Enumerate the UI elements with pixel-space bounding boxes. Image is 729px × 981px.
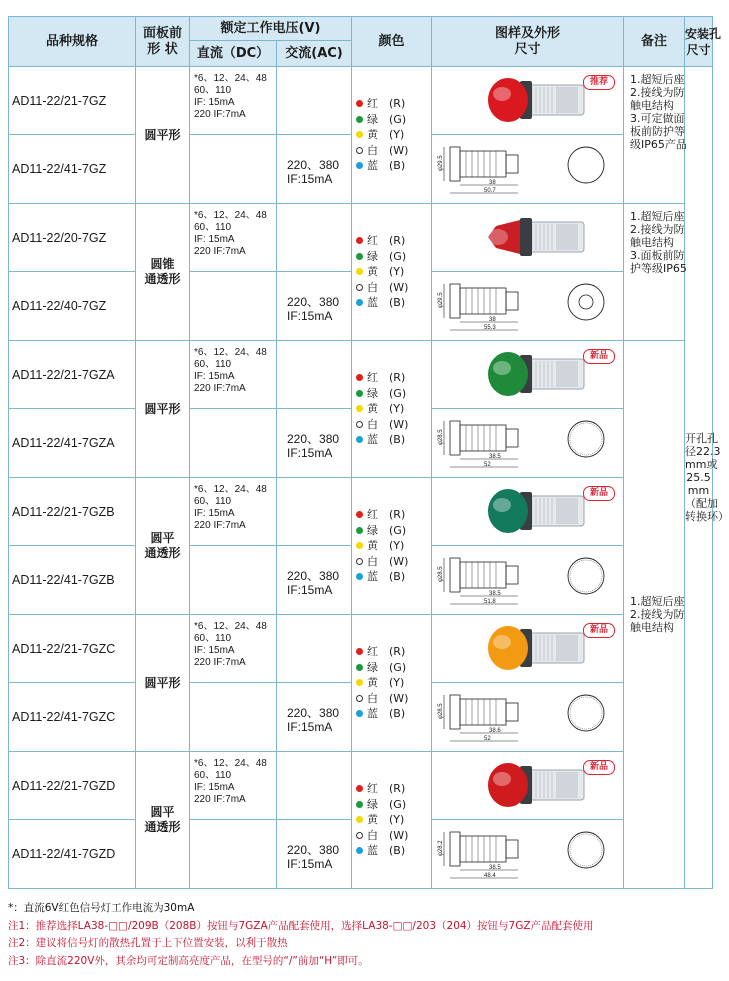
model-cell: AD11-22/21-7GZD bbox=[9, 752, 136, 820]
svg-text:φ28.5: φ28.5 bbox=[438, 703, 445, 719]
color-item bbox=[356, 781, 431, 797]
shape-cell: 圆平形 bbox=[136, 67, 190, 204]
color-dot-icon bbox=[356, 131, 363, 138]
color-item bbox=[356, 417, 431, 433]
color-list bbox=[352, 615, 432, 752]
dc-empty-cell bbox=[190, 409, 277, 478]
indicator-lamp-photo bbox=[466, 486, 592, 536]
color-name: 红 bbox=[367, 508, 379, 522]
color-item bbox=[356, 828, 431, 844]
color-dot-icon bbox=[356, 390, 363, 397]
dimension-drawing-cell bbox=[432, 546, 624, 615]
svg-text:38: 38 bbox=[489, 317, 496, 323]
dc-voltage-cell: *6、12、24、48 60、110 IF: 15mA 220 IF:7mA bbox=[190, 67, 277, 135]
color-list bbox=[352, 204, 432, 341]
color-dot-icon bbox=[356, 162, 363, 169]
header-ac: 交流(AC) bbox=[277, 41, 352, 67]
ac-voltage-cell: 220、380 IF:15mA bbox=[277, 272, 352, 341]
ac-empty-cell bbox=[277, 752, 352, 820]
color-code: (G) bbox=[389, 112, 407, 126]
table-row bbox=[9, 204, 713, 272]
header-mount: 安装孔 尺寸 bbox=[685, 17, 713, 67]
model-cell: AD11-22/21-7GZC bbox=[9, 615, 136, 683]
color-name: 红 bbox=[367, 645, 379, 659]
color-name: 黄 bbox=[367, 676, 379, 690]
table-row bbox=[9, 752, 713, 820]
color-code: (R) bbox=[389, 97, 406, 111]
svg-text:φ28.5: φ28.5 bbox=[438, 566, 445, 582]
model-cell: AD11-22/21-7GZB bbox=[9, 478, 136, 546]
color-code: (B) bbox=[389, 570, 406, 584]
dimension-drawing-cell bbox=[432, 135, 624, 204]
color-item bbox=[356, 96, 431, 112]
model-cell: AD11-22/21-7GZA bbox=[9, 341, 136, 409]
color-item bbox=[356, 233, 431, 249]
color-name: 绿 bbox=[367, 797, 379, 811]
color-code: (W) bbox=[389, 417, 409, 431]
ac-empty-cell bbox=[277, 341, 352, 409]
model-cell: AD11-22/41-7GZ bbox=[9, 135, 136, 204]
product-badge: 新品 bbox=[583, 623, 615, 638]
color-name: 蓝 bbox=[367, 707, 379, 721]
color-list bbox=[352, 478, 432, 615]
color-name: 红 bbox=[367, 234, 379, 248]
shape-cell: 圆平形 bbox=[136, 615, 190, 752]
color-dot-icon bbox=[356, 284, 363, 291]
model-cell: AD11-22/41-7GZB bbox=[9, 546, 136, 615]
color-name: 蓝 bbox=[367, 570, 379, 584]
dc-empty-cell bbox=[190, 820, 277, 889]
indicator-lamp-photo bbox=[466, 212, 592, 262]
shape-cell: 圆平 通透形 bbox=[136, 478, 190, 615]
color-code: (G) bbox=[389, 660, 407, 674]
color-code: (G) bbox=[389, 386, 407, 400]
svg-text:φ28.2: φ28.2 bbox=[438, 840, 445, 856]
svg-text:φ29.5: φ29.5 bbox=[438, 155, 445, 171]
color-name: 黄 bbox=[367, 265, 379, 279]
color-item bbox=[356, 554, 431, 570]
color-name: 白 bbox=[367, 691, 379, 705]
color-item bbox=[356, 797, 431, 813]
color-name: 红 bbox=[367, 97, 379, 111]
color-dot-icon bbox=[356, 847, 363, 854]
color-dot-icon bbox=[356, 664, 363, 671]
color-code: (W) bbox=[389, 554, 409, 568]
color-name: 蓝 bbox=[367, 296, 379, 310]
ac-empty-cell bbox=[277, 204, 352, 272]
header-model: 品种规格 bbox=[9, 17, 136, 67]
dc-empty-cell bbox=[190, 272, 277, 341]
color-dot-icon bbox=[356, 679, 363, 686]
color-list bbox=[352, 341, 432, 478]
color-name: 白 bbox=[367, 828, 379, 842]
shape-cell: 圆平形 bbox=[136, 341, 190, 478]
color-name: 黄 bbox=[367, 539, 379, 553]
note-cell: 1.超短后座 2.接线为防 触电结构 3.可定做面 板前防护等 级IP65产品 bbox=[624, 67, 685, 204]
svg-text:52: 52 bbox=[484, 736, 491, 742]
product-photo-cell bbox=[432, 204, 624, 272]
color-item bbox=[356, 843, 431, 859]
color-dot-icon bbox=[356, 710, 363, 717]
color-code: (G) bbox=[389, 797, 407, 811]
dimension-drawing bbox=[436, 552, 620, 608]
color-item bbox=[356, 812, 431, 828]
footnote-1: 注1：推荐选择LA38-□□/209B（208B）按钮与7GZA产品配套使用，选择LA38-□□/203（204）按钮与7GZ产品配套使用 bbox=[8, 919, 594, 932]
color-dot-icon bbox=[356, 695, 363, 702]
header-shape: 面板前 形 状 bbox=[136, 17, 190, 67]
color-item bbox=[356, 295, 431, 311]
ac-empty-cell bbox=[277, 67, 352, 135]
spec-table bbox=[8, 16, 729, 889]
color-item bbox=[356, 264, 431, 280]
color-code: (R) bbox=[389, 371, 406, 385]
ac-voltage-cell: 220、380 IF:15mA bbox=[277, 409, 352, 478]
color-dot-icon bbox=[356, 573, 363, 580]
color-name: 蓝 bbox=[367, 159, 379, 173]
indicator-lamp-photo bbox=[466, 760, 592, 810]
color-code: (G) bbox=[389, 523, 407, 537]
color-item bbox=[356, 523, 431, 539]
color-item bbox=[356, 507, 431, 523]
ac-voltage-cell: 220、380 IF:15mA bbox=[277, 135, 352, 204]
color-dot-icon bbox=[356, 527, 363, 534]
color-code: (W) bbox=[389, 691, 409, 705]
color-dot-icon bbox=[356, 511, 363, 518]
color-code: (B) bbox=[389, 844, 406, 858]
color-item bbox=[356, 280, 431, 296]
color-name: 蓝 bbox=[367, 433, 379, 447]
svg-text:38: 38 bbox=[489, 180, 496, 186]
footnote-3: 注3：除直流220V外，其余均可定制高亮度产品，在型号的“/”前加“H”即可。 bbox=[8, 954, 369, 967]
color-item bbox=[356, 538, 431, 554]
dc-voltage-cell: *6、12、24、48 60、110 IF: 15mA 220 IF:7mA bbox=[190, 341, 277, 409]
header-dc: 直流（DC） bbox=[190, 41, 277, 67]
color-item bbox=[356, 660, 431, 676]
model-cell: AD11-22/41-7GZC bbox=[9, 683, 136, 752]
product-photo-cell bbox=[432, 341, 624, 409]
color-item bbox=[356, 158, 431, 174]
product-badge: 推荐 bbox=[583, 75, 615, 90]
color-name: 红 bbox=[367, 371, 379, 385]
note-cell: 1.超短后座 2.接线为防 触电结构 3.面板前防 护等级IP65 bbox=[624, 204, 685, 341]
color-code: (B) bbox=[389, 159, 406, 173]
table-row bbox=[9, 615, 713, 683]
color-item bbox=[356, 112, 431, 128]
color-item bbox=[356, 401, 431, 417]
svg-text:φ28.5: φ28.5 bbox=[438, 429, 445, 445]
product-photo-cell bbox=[432, 478, 624, 546]
color-code: (Y) bbox=[389, 539, 405, 553]
svg-text:38.5: 38.5 bbox=[489, 865, 501, 871]
mount-hole-cell: 开孔孔 径22.3 mm或 25.5 mm （配加 转换环） bbox=[685, 67, 713, 889]
ac-voltage-cell: 220、380 IF:15mA bbox=[277, 820, 352, 889]
color-item bbox=[356, 675, 431, 691]
color-dot-icon bbox=[356, 147, 363, 154]
product-photo-cell bbox=[432, 67, 624, 135]
color-item bbox=[356, 249, 431, 265]
color-name: 绿 bbox=[367, 660, 379, 674]
ac-voltage-cell: 220、380 IF:15mA bbox=[277, 683, 352, 752]
color-dot-icon bbox=[356, 116, 363, 123]
color-item bbox=[356, 127, 431, 143]
dimension-drawing-cell bbox=[432, 272, 624, 341]
dc-empty-cell bbox=[190, 683, 277, 752]
color-code: (W) bbox=[389, 828, 409, 842]
model-cell: AD11-22/41-7GZD bbox=[9, 820, 136, 889]
color-dot-icon bbox=[356, 816, 363, 823]
color-code: (B) bbox=[389, 433, 406, 447]
svg-text:38.6: 38.6 bbox=[489, 728, 501, 734]
svg-text:φ29.5: φ29.5 bbox=[438, 292, 445, 308]
dimension-drawing-cell bbox=[432, 409, 624, 478]
color-name: 蓝 bbox=[367, 844, 379, 858]
dimension-drawing bbox=[436, 689, 620, 745]
color-list bbox=[352, 752, 432, 889]
color-dot-icon bbox=[356, 100, 363, 107]
color-name: 黄 bbox=[367, 128, 379, 142]
color-name: 白 bbox=[367, 143, 379, 157]
color-item bbox=[356, 706, 431, 722]
color-name: 绿 bbox=[367, 249, 379, 263]
color-name: 绿 bbox=[367, 112, 379, 126]
footnotes bbox=[8, 900, 712, 970]
product-badge: 新品 bbox=[583, 349, 615, 364]
color-list bbox=[352, 67, 432, 204]
color-dot-icon bbox=[356, 436, 363, 443]
color-dot-icon bbox=[356, 268, 363, 275]
dimension-drawing-cell bbox=[432, 683, 624, 752]
color-item bbox=[356, 386, 431, 402]
color-code: (B) bbox=[389, 707, 406, 721]
color-dot-icon bbox=[356, 421, 363, 428]
color-code: (R) bbox=[389, 782, 406, 796]
shape-cell: 圆锥 通透形 bbox=[136, 204, 190, 341]
color-dot-icon bbox=[356, 648, 363, 655]
color-item bbox=[356, 432, 431, 448]
product-badge: 新品 bbox=[583, 486, 615, 501]
svg-text:55.3: 55.3 bbox=[484, 325, 496, 331]
color-code: (Y) bbox=[389, 128, 405, 142]
dc-empty-cell bbox=[190, 135, 277, 204]
color-dot-icon bbox=[356, 237, 363, 244]
color-item bbox=[356, 370, 431, 386]
header-note: 备注 bbox=[624, 17, 685, 67]
model-cell: AD11-22/40-7GZ bbox=[9, 272, 136, 341]
dc-voltage-cell: *6、12、24、48 60、110 IF: 15mA 220 IF:7mA bbox=[190, 204, 277, 272]
table-row bbox=[9, 67, 713, 135]
table-row bbox=[9, 478, 713, 546]
dimension-drawing bbox=[436, 141, 620, 197]
svg-text:50.7: 50.7 bbox=[484, 188, 496, 194]
svg-text:51.8: 51.8 bbox=[484, 599, 496, 605]
color-name: 白 bbox=[367, 280, 379, 294]
dc-voltage-cell: *6、12、24、48 60、110 IF: 15mA 220 IF:7mA bbox=[190, 615, 277, 683]
color-code: (Y) bbox=[389, 402, 405, 416]
color-dot-icon bbox=[356, 785, 363, 792]
dimension-drawing-cell bbox=[432, 820, 624, 889]
color-name: 白 bbox=[367, 554, 379, 568]
model-cell: AD11-22/21-7GZ bbox=[9, 67, 136, 135]
indicator-lamp-photo bbox=[466, 75, 592, 125]
header-color: 颜色 bbox=[352, 17, 432, 67]
color-code: (R) bbox=[389, 645, 406, 659]
ac-empty-cell bbox=[277, 478, 352, 546]
dimension-drawing bbox=[436, 278, 620, 334]
color-dot-icon bbox=[356, 542, 363, 549]
color-name: 白 bbox=[367, 417, 379, 431]
color-item bbox=[356, 691, 431, 707]
color-dot-icon bbox=[356, 299, 363, 306]
color-name: 红 bbox=[367, 782, 379, 796]
product-photo-cell bbox=[432, 752, 624, 820]
color-dot-icon bbox=[356, 405, 363, 412]
color-code: (W) bbox=[389, 280, 409, 294]
color-item bbox=[356, 143, 431, 159]
color-item bbox=[356, 644, 431, 660]
color-dot-icon bbox=[356, 558, 363, 565]
footnote-2: 注2：建议将信号灯的散热孔置于上下位置安装，以利于散热 bbox=[8, 937, 288, 949]
indicator-lamp-photo bbox=[466, 623, 592, 673]
color-dot-icon bbox=[356, 832, 363, 839]
footnote-star: *：直流6V红色信号灯工作电流为30mA bbox=[8, 902, 195, 914]
product-photo-cell bbox=[432, 615, 624, 683]
color-name: 绿 bbox=[367, 386, 379, 400]
svg-text:52: 52 bbox=[484, 462, 491, 468]
color-dot-icon bbox=[356, 374, 363, 381]
color-item bbox=[356, 569, 431, 585]
color-code: (Y) bbox=[389, 676, 405, 690]
color-code: (R) bbox=[389, 508, 406, 522]
dc-voltage-cell: *6、12、24、48 60、110 IF: 15mA 220 IF:7mA bbox=[190, 478, 277, 546]
shape-cell: 圆平 通透形 bbox=[136, 752, 190, 889]
indicator-lamp-photo bbox=[466, 349, 592, 399]
header-drawing: 图样及外形 尺寸 bbox=[432, 17, 624, 67]
model-cell: AD11-22/20-7GZ bbox=[9, 204, 136, 272]
color-code: (W) bbox=[389, 143, 409, 157]
color-code: (B) bbox=[389, 296, 406, 310]
svg-text:38.5: 38.5 bbox=[489, 591, 501, 597]
ac-empty-cell bbox=[277, 615, 352, 683]
header-voltage: 额定工作电压(V) bbox=[190, 17, 352, 41]
svg-text:38.5: 38.5 bbox=[489, 454, 501, 460]
color-name: 黄 bbox=[367, 813, 379, 827]
ac-voltage-cell: 220、380 IF:15mA bbox=[277, 546, 352, 615]
color-code: (Y) bbox=[389, 265, 405, 279]
color-dot-icon bbox=[356, 801, 363, 808]
color-dot-icon bbox=[356, 253, 363, 260]
product-badge: 新品 bbox=[583, 760, 615, 775]
color-code: (G) bbox=[389, 249, 407, 263]
color-code: (R) bbox=[389, 234, 406, 248]
dimension-drawing bbox=[436, 826, 620, 882]
color-code: (Y) bbox=[389, 813, 405, 827]
svg-text:48.4: 48.4 bbox=[484, 873, 496, 879]
note-cell: 1.超短后座 2.接线为防 触电结构 bbox=[624, 341, 685, 889]
color-name: 绿 bbox=[367, 523, 379, 537]
dimension-drawing bbox=[436, 415, 620, 471]
dc-empty-cell bbox=[190, 546, 277, 615]
model-cell: AD11-22/41-7GZA bbox=[9, 409, 136, 478]
table-row bbox=[9, 341, 713, 409]
dc-voltage-cell: *6、12、24、48 60、110 IF: 15mA 220 IF:7mA bbox=[190, 752, 277, 820]
color-name: 黄 bbox=[367, 402, 379, 416]
